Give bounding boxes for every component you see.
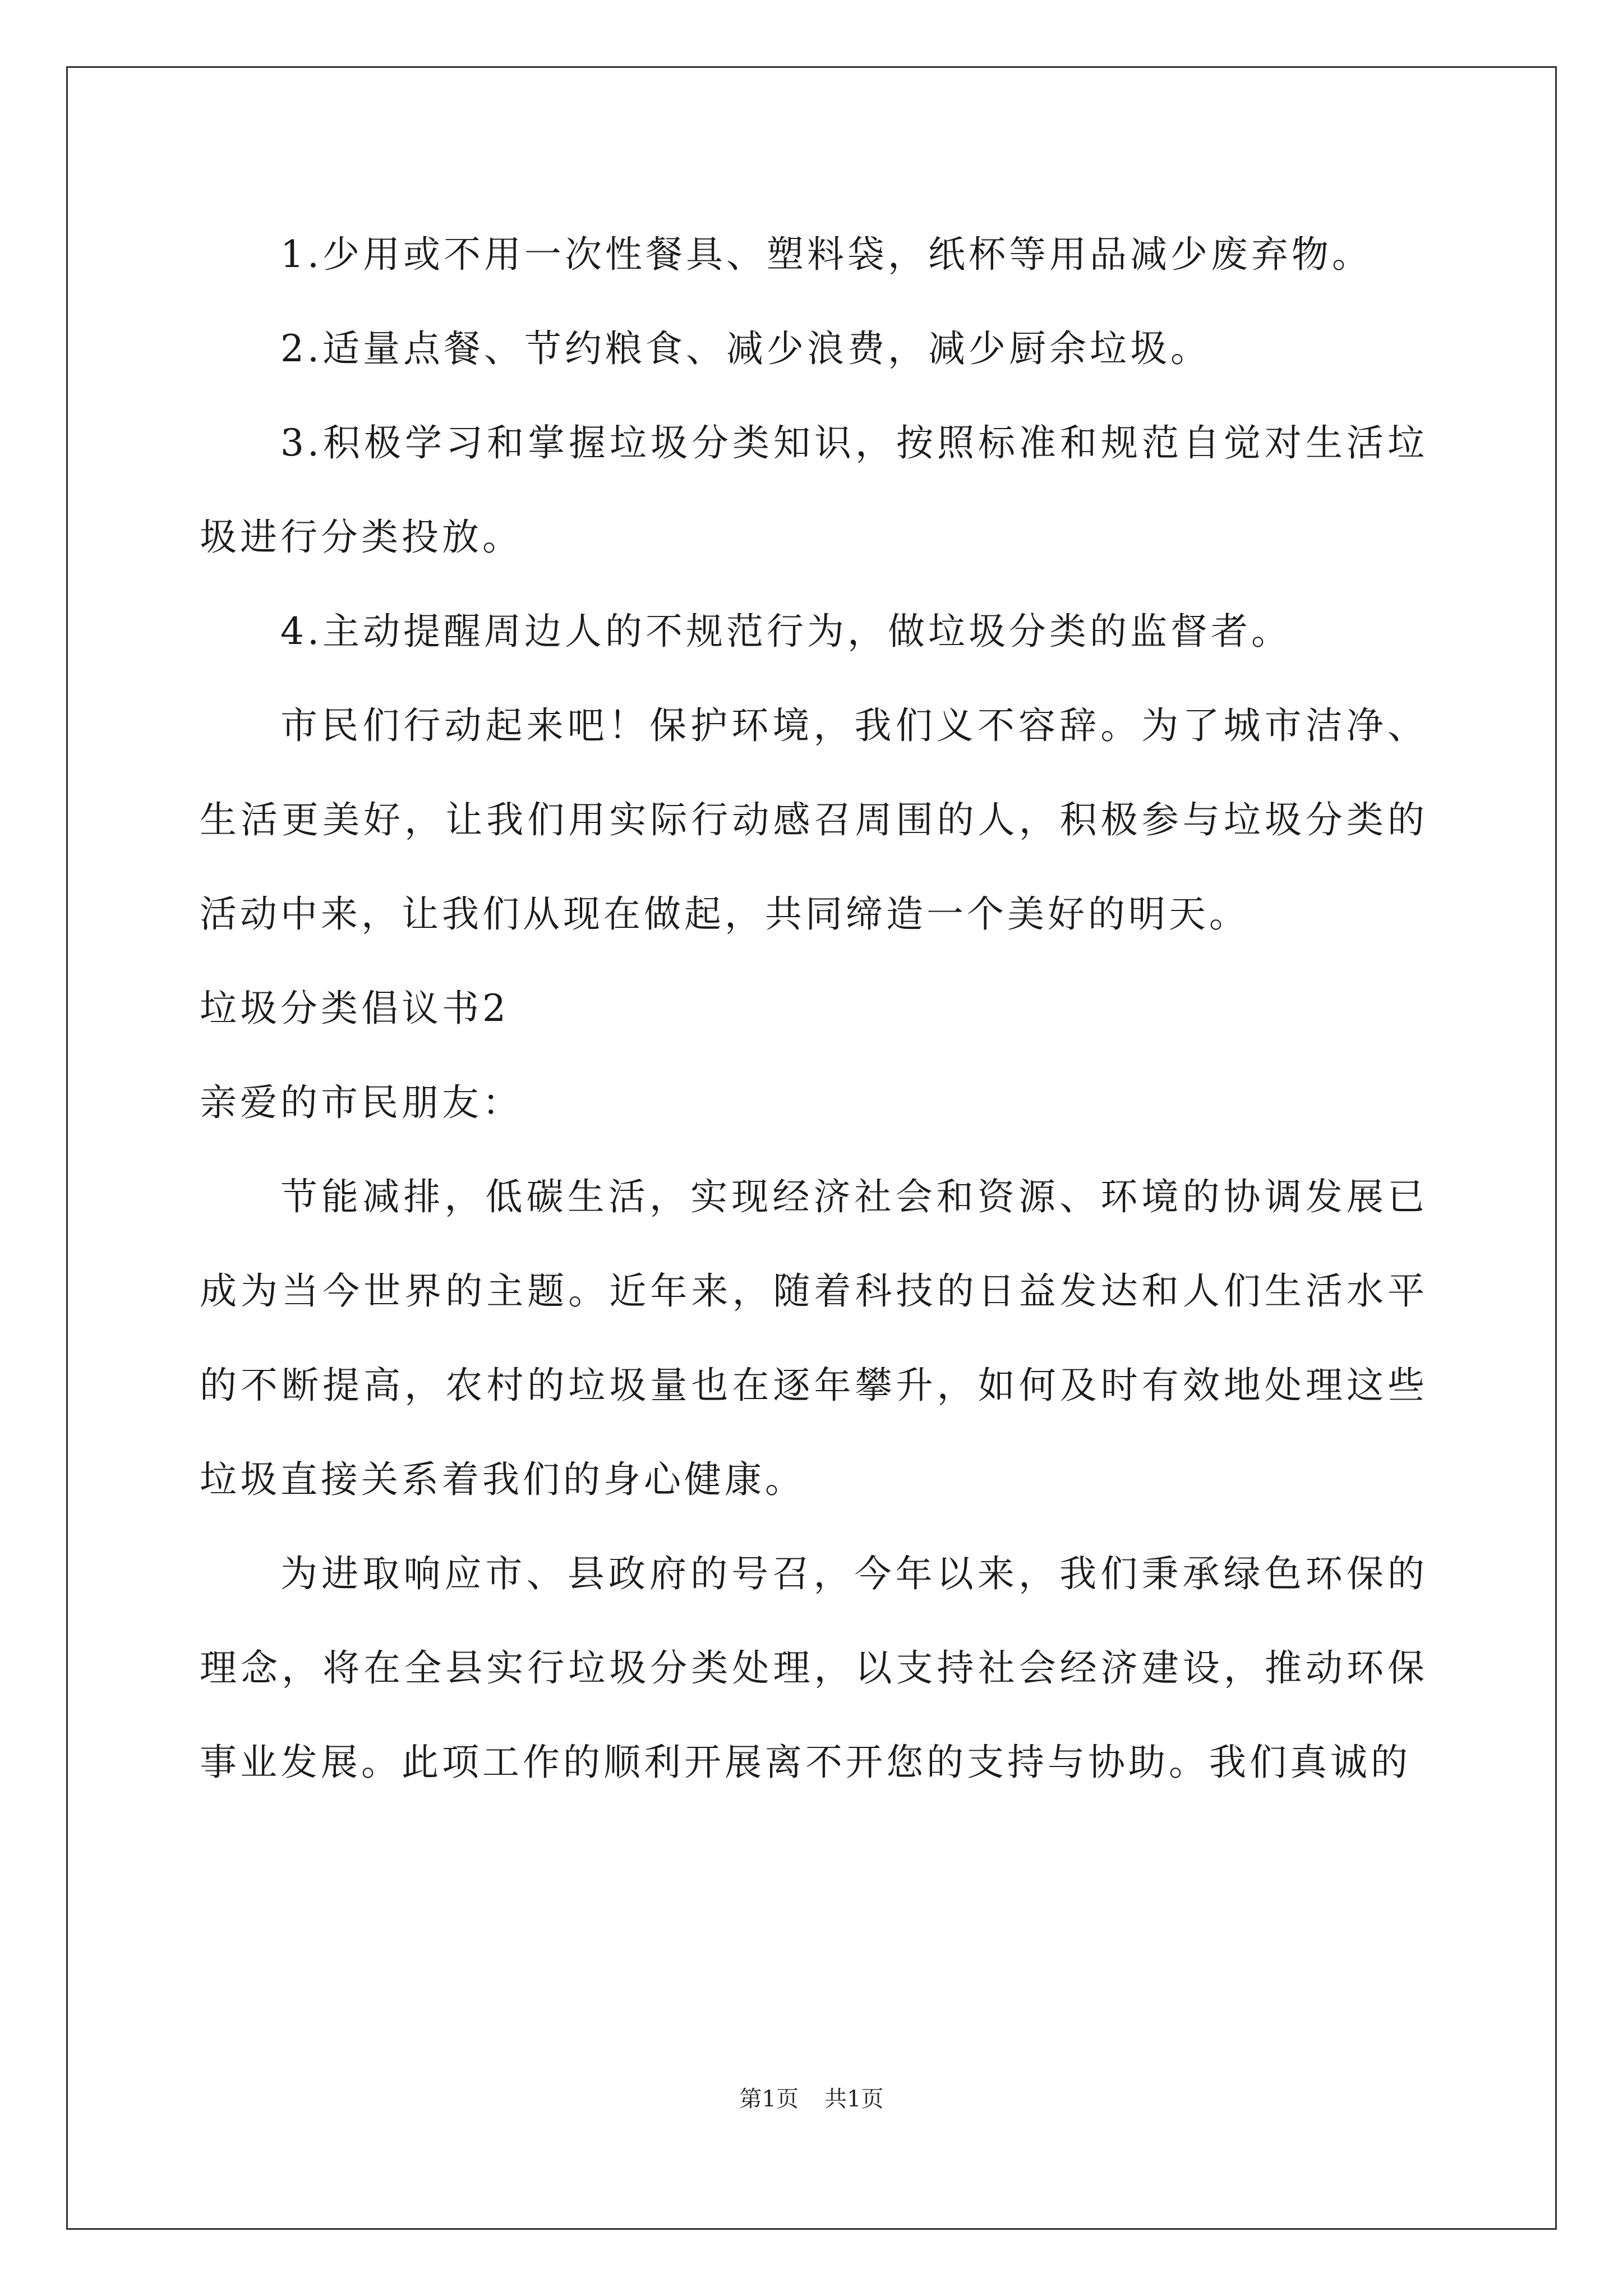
body-paragraph-1: 节能减排，低碳生活，实现经济社会和资源、环境的协调发展已成为当今世界的主题。近年来，随着科技的日益发达和人们生活水平的不断提高，农村的垃圾量也在逐年攀升，如何及时有效地处理这些垃圾直接关系着我们的身心健康。 bbox=[200, 1175, 1428, 1501]
section-title: 垃圾分类倡议书2 bbox=[200, 987, 509, 1030]
list-item-4: 4.主动提醒周边人的不规范行为，做垃圾分类的监督者。 bbox=[280, 610, 1292, 653]
body-paragraph-2: 为进取响应市、县政府的号召，今年以来，我们秉承绿色环保的理念，将在全县实行垃圾分类处理，以支持社会经济建设，推动环保事业发展。此项工作的顺利开展离不开您的支持与协助。我们真诚的 bbox=[200, 1552, 1428, 1784]
document-body bbox=[200, 208, 1428, 1810]
closing-paragraph: 市民们行动起来吧！保护环境，我们义不容辞。为了城市洁净、生活更美好，让我们用实际行动感召周围的人，积极参与垃圾分类的活动中来，让我们从现在做起，共同缔造一个美好的明天。 bbox=[200, 704, 1428, 936]
total-pages: 共1页 bbox=[824, 2086, 884, 2112]
salutation: 亲爱的市民朋友： bbox=[200, 1081, 523, 1124]
page-footer bbox=[0, 2082, 1623, 2116]
page-number: 第1页 bbox=[739, 2086, 799, 2112]
list-item-1: 1.少用或不用一次性餐具、塑料袋，纸杯等用品减少废弃物。 bbox=[280, 233, 1372, 276]
list-item-3: 3.积极学习和掌握垃圾分类知识，按照标准和规范自觉对生活垃圾进行分类投放。 bbox=[200, 421, 1428, 559]
list-item-2: 2.适量点餐、节约粮食、减少浪费，减少厨余垃圾。 bbox=[280, 327, 1211, 370]
